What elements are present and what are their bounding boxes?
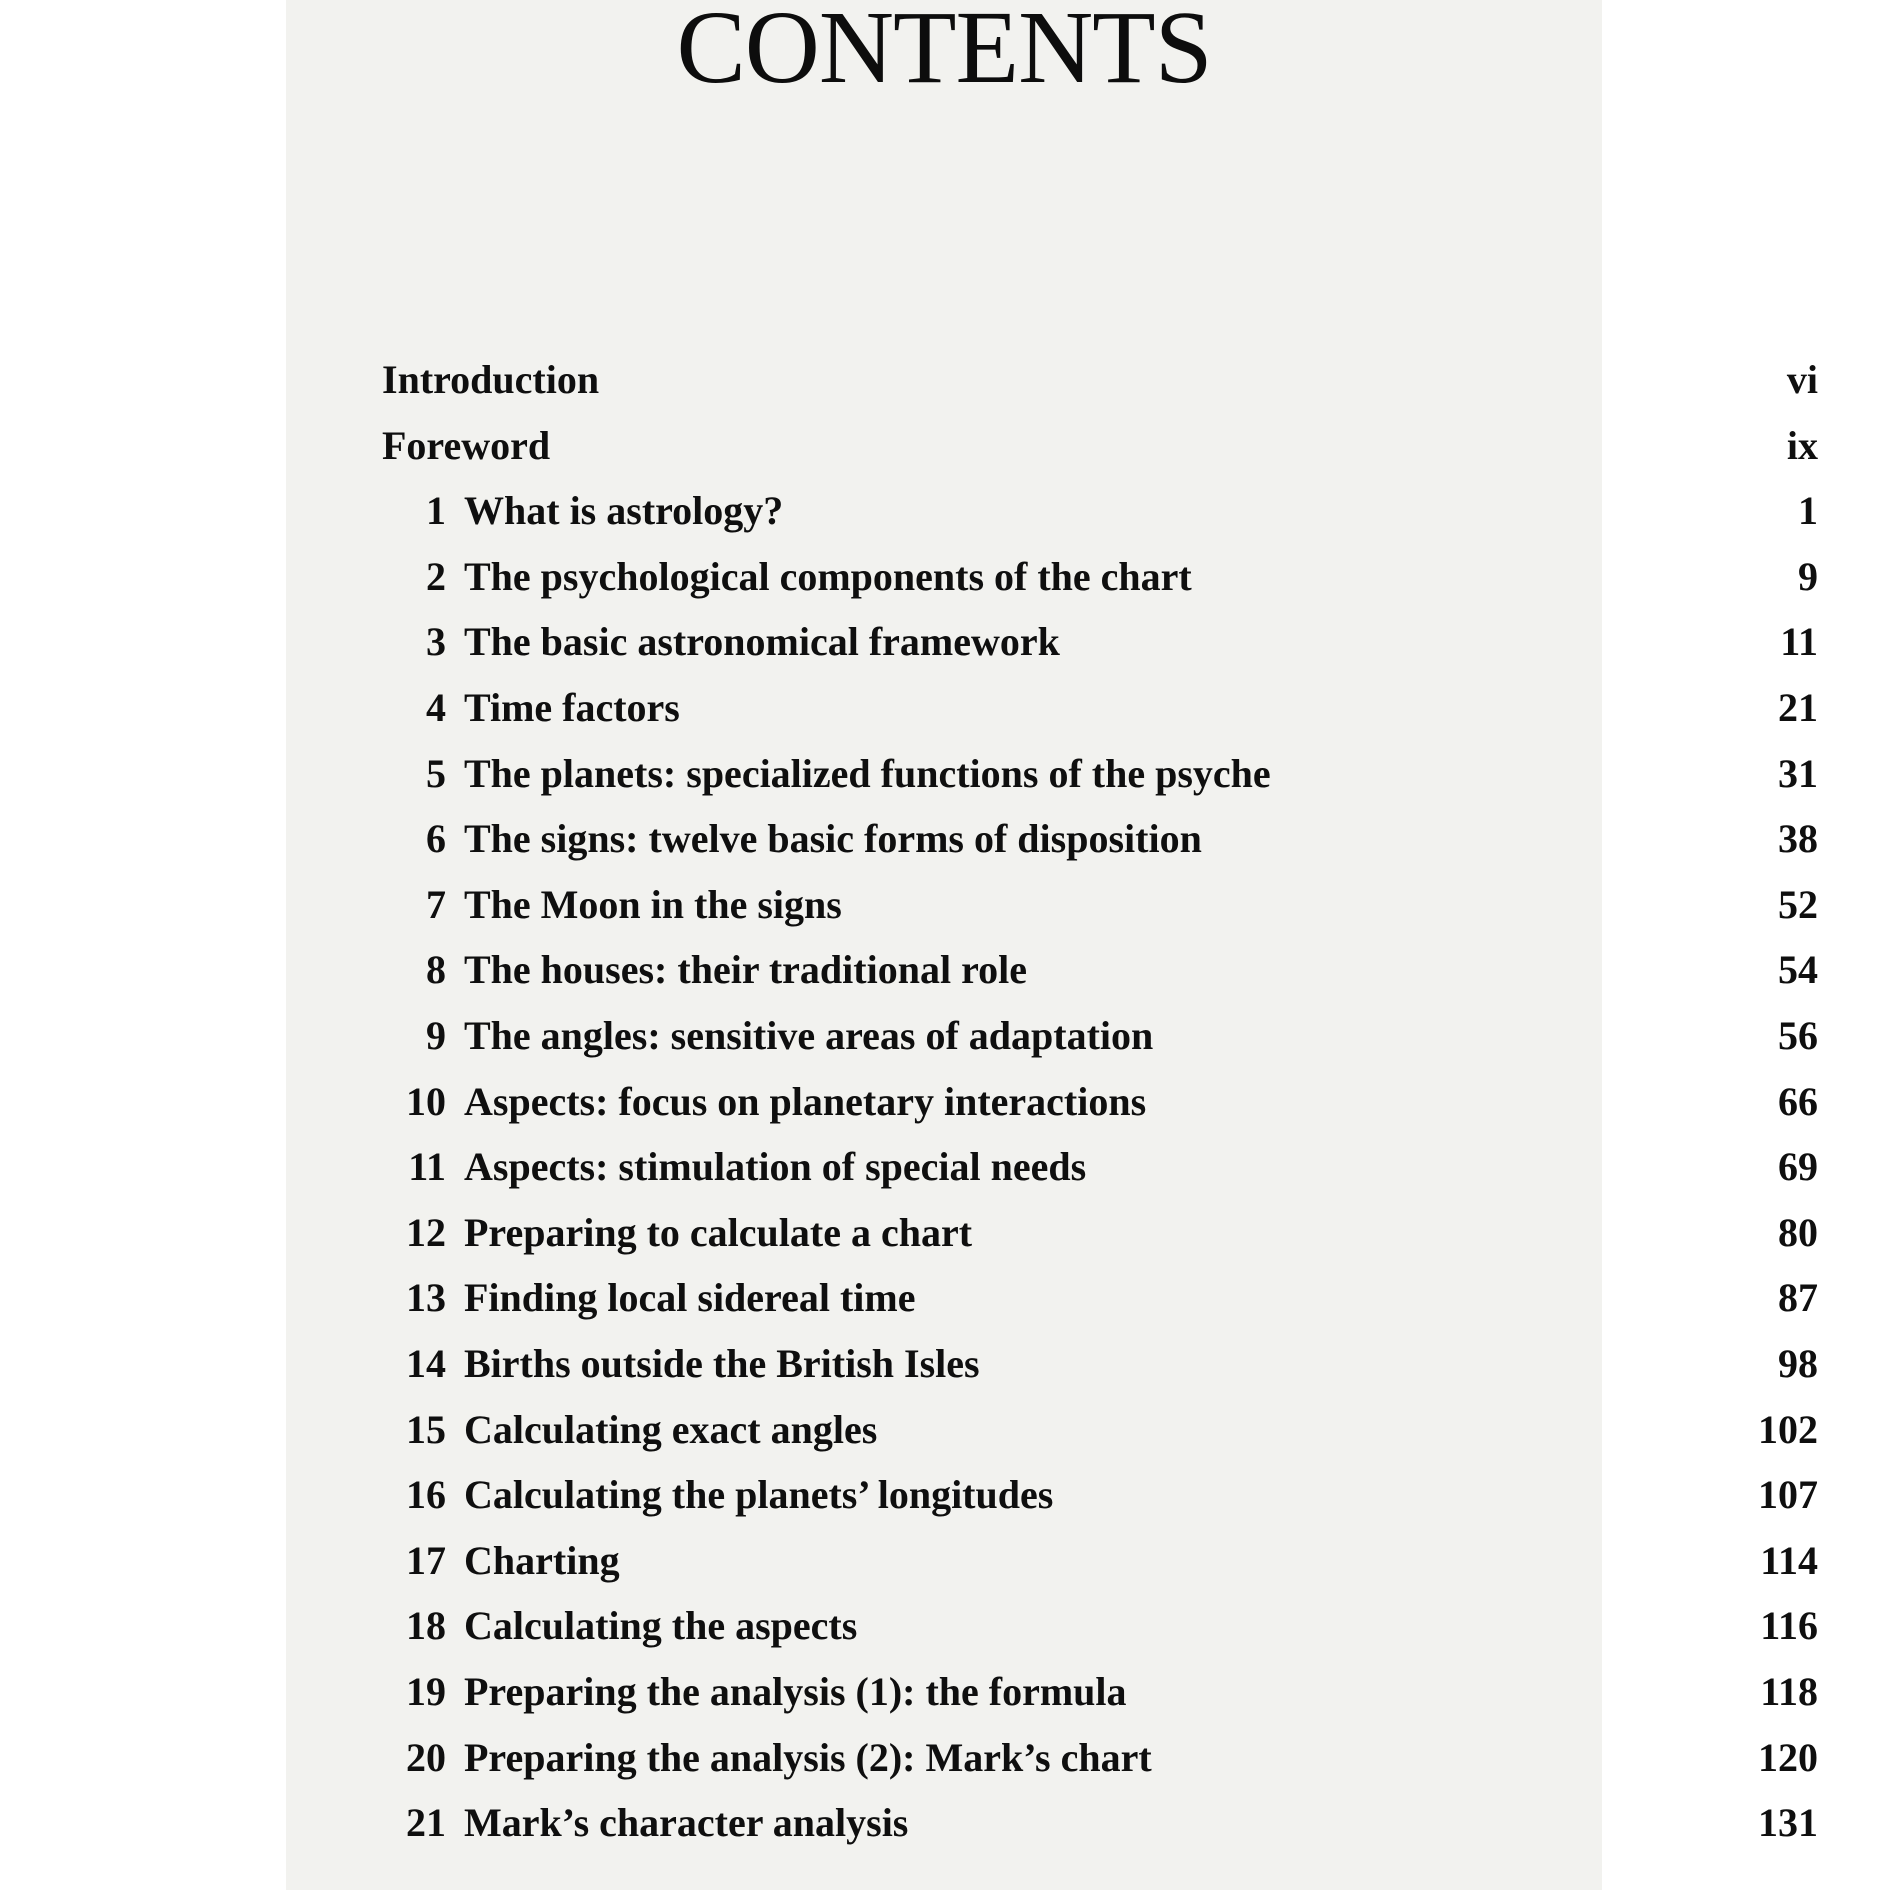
- chapter-title: The basic astronomical framework: [464, 619, 1060, 665]
- chapter-title: What is astrology?: [464, 488, 784, 534]
- chapter-title: The houses: their traditional role: [464, 947, 1027, 993]
- page-number: 54: [1778, 947, 1818, 993]
- page-number: 52: [1778, 881, 1818, 927]
- chapter-number: 19: [406, 1669, 446, 1714]
- contents-entry: [382, 544, 1818, 610]
- page-number: 56: [1778, 1013, 1818, 1058]
- contents-entry: [382, 478, 1818, 544]
- chapter-title: Time factors: [464, 685, 680, 730]
- chapter-title: Foreword: [382, 422, 551, 468]
- page-number: 80: [1778, 1209, 1818, 1255]
- contents-entry: [382, 1069, 1818, 1135]
- chapter-title: Calculating exact angles: [464, 1406, 878, 1452]
- contents-entry: [382, 1265, 1818, 1331]
- chapter-number: 5: [426, 750, 446, 796]
- chapter-title: Preparing the analysis (1): the formula: [464, 1669, 1127, 1714]
- page-number: 102: [1758, 1406, 1818, 1452]
- contents-entry: [382, 1659, 1818, 1725]
- chapter-title: The signs: twelve basic forms of disposition: [464, 816, 1202, 862]
- page-number: 21: [1778, 685, 1818, 730]
- chapter-title: The psychological components of the chart: [464, 553, 1192, 599]
- chapter-number: 9: [426, 1013, 446, 1058]
- contents-entry: [382, 1003, 1818, 1069]
- contents-entry: [382, 806, 1818, 872]
- chapter-number: 17: [406, 1537, 446, 1583]
- chapter-title: Finding local sidereal time: [464, 1275, 916, 1321]
- chapter-number: 11: [408, 1144, 446, 1190]
- contents-entry: [382, 937, 1818, 1003]
- chapter-number: 21: [406, 1800, 446, 1846]
- page-number: 87: [1778, 1275, 1818, 1321]
- chapter-number: 13: [406, 1275, 446, 1321]
- page-number: 66: [1778, 1078, 1818, 1124]
- chapter-title: The angles: sensitive areas of adaptation: [464, 1013, 1154, 1058]
- contents-entry: [382, 1790, 1818, 1856]
- chapter-title: Mark’s character analysis: [464, 1800, 909, 1846]
- page-number: 118: [1760, 1669, 1818, 1714]
- page-number: 9: [1798, 553, 1818, 599]
- chapter-title: Births outside the British Isles: [464, 1341, 980, 1386]
- contents-entry: [382, 675, 1818, 741]
- contents-entry: [382, 1725, 1818, 1791]
- contents-entry: [382, 741, 1818, 807]
- chapter-title: Aspects: focus on planetary interactions: [464, 1078, 1147, 1124]
- chapter-number: 18: [406, 1603, 446, 1649]
- contents-entry: [382, 1134, 1818, 1200]
- page-number: 31: [1778, 750, 1818, 796]
- contents-entry: [382, 1200, 1818, 1266]
- page-number: 1: [1798, 488, 1818, 534]
- chapter-number: 10: [406, 1078, 446, 1124]
- page-number: 116: [1760, 1603, 1818, 1649]
- chapter-number: 15: [406, 1406, 446, 1452]
- chapter-number: 16: [406, 1472, 446, 1518]
- page-title: CONTENTS: [676, 0, 1212, 105]
- chapter-number: 14: [406, 1341, 446, 1386]
- page-number: vi: [1786, 357, 1818, 402]
- chapter-title: Introduction: [382, 357, 600, 402]
- chapter-number: 3: [426, 619, 446, 665]
- contents-entry: [382, 1593, 1818, 1659]
- page-number: 120: [1758, 1734, 1818, 1780]
- page-number: 69: [1778, 1144, 1818, 1190]
- chapter-title: The planets: specialized functions of the psyche: [464, 750, 1271, 796]
- contents-entry: [382, 1528, 1818, 1594]
- contents-entry: [382, 413, 1818, 479]
- contents-entry: [382, 1462, 1818, 1528]
- page-number: 114: [1760, 1537, 1818, 1583]
- chapter-number: 20: [406, 1734, 446, 1780]
- chapter-number: 7: [426, 881, 446, 927]
- chapter-number: 6: [426, 816, 446, 862]
- chapter-title: Charting: [464, 1537, 620, 1583]
- page-number: ix: [1786, 422, 1818, 468]
- contents-entry: [382, 872, 1818, 938]
- page-number: 98: [1778, 1341, 1818, 1386]
- chapter-number: 12: [406, 1209, 446, 1255]
- page-number: 131: [1758, 1800, 1818, 1846]
- chapter-number: 1: [426, 488, 446, 534]
- chapter-number: 2: [426, 553, 446, 599]
- chapter-title: Aspects: stimulation of special needs: [464, 1144, 1087, 1190]
- chapter-number: 4: [426, 685, 446, 730]
- contents-entry: [382, 1397, 1818, 1463]
- contents-entry: [382, 609, 1818, 675]
- chapter-title: Preparing to calculate a chart: [464, 1209, 973, 1255]
- chapter-title: Calculating the planets’ longitudes: [464, 1472, 1054, 1518]
- contents-entry: [382, 1331, 1818, 1397]
- chapter-title: Preparing the analysis (2): Mark’s chart: [464, 1734, 1152, 1780]
- book-page: [286, 0, 1818, 1890]
- chapter-number: 8: [426, 947, 446, 993]
- chapter-title: Calculating the aspects: [464, 1603, 858, 1649]
- page-number: 11: [1780, 619, 1818, 665]
- page-number: 107: [1758, 1472, 1818, 1518]
- page-number: 38: [1778, 816, 1818, 862]
- contents-entry: [382, 347, 1818, 413]
- chapter-title: The Moon in the signs: [464, 881, 842, 927]
